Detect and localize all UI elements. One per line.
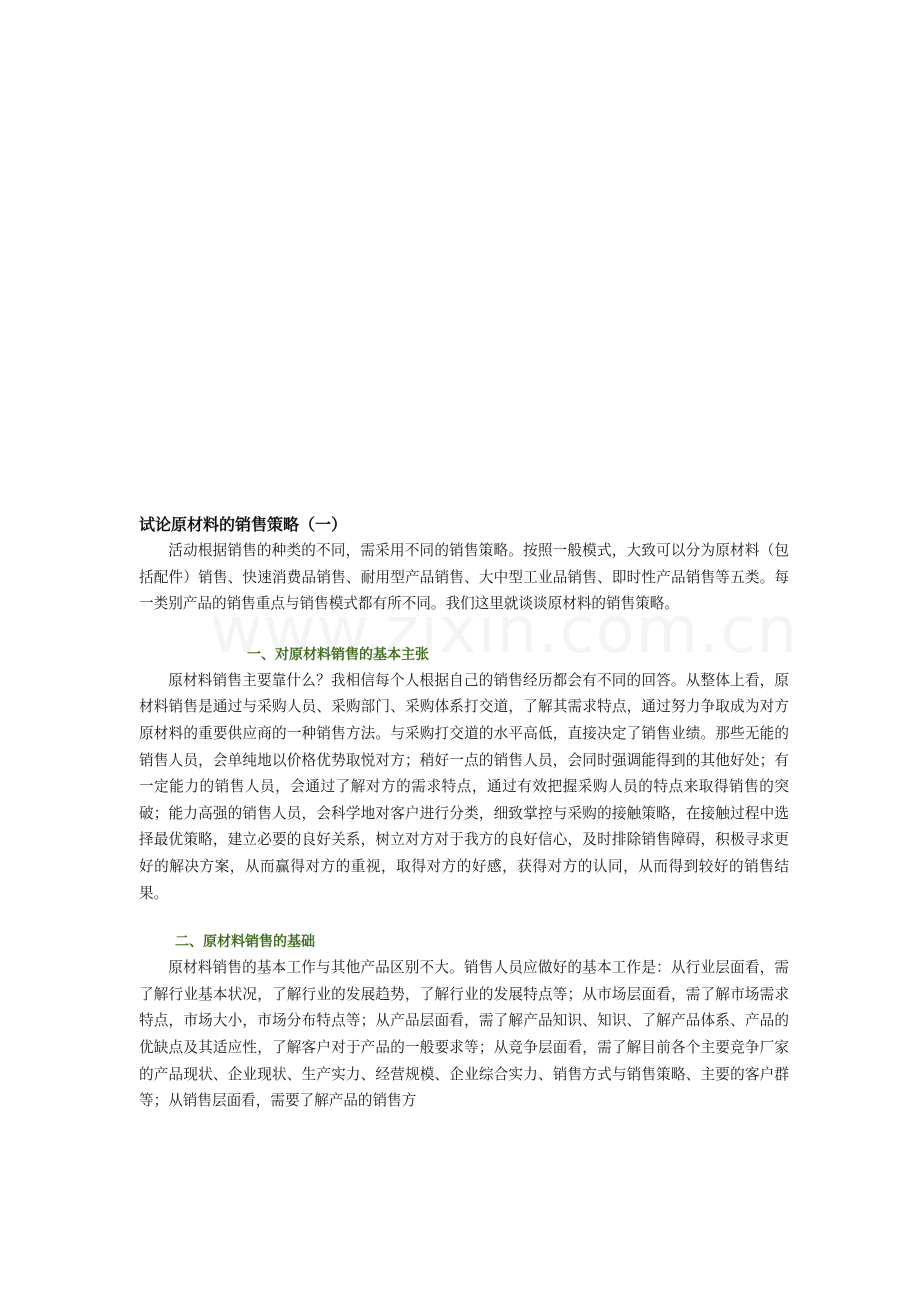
section-1-paragraph: 原材料销售主要靠什么？我相信每个人根据自己的销售经历都会有不同的回答。从整体上看，原材料销售是通过与采购人员、采购部门、采购体系打交道，了解其需求特点，通过努力争取成为对方原材料的重要供应商的一种销售方法。与采购打交道的水平高低，直接决定了销售业绩。那些无能的销售人员，会单纯地以价格优势取悦对方；稍好一点的销售人员，会同时强调能得到的其他好处；有一定能力的销售人员，会通过了解对方的需求特点，通过有效把握采购人员的特点来取得销售的突破；能力高强的销售人员，会科学地对客户进行分类，细致掌控与采购的接触策略，在接触过程中选择最优策略，建立必要的良好关系，树立对方对于我方的良好信心，及时排除销售障碍，积极寻求更好的解决方案，从而赢得对方的重视，取得对方的好感，获得对方的认同，从而得到较好的销售结果。 xyxy=(139,671,789,902)
section-2-paragraph: 原材料销售的基本工作与其他产品区别不大。销售人员应做好的基本工作是：从行业层面看，需了解行业基本状况，了解行业的发展趋势，了解行业的发展特点等；从市场层面看，需了解市场需求特点，市场大小，市场分布特点等；从产品层面看，需了解产品知识、知识、了解产品体系、产品的优缺点及其适应性，了解客户对于产品的一般要求等；从竞争层面看，需了解目前各个主要竞争厂家的产品现状、企业现状、生产实力、经营规模、企业综合实力、销售方式与销售策略、主要的客户群等；从销售层面看，需要了解产品的销售方 xyxy=(139,959,789,1110)
page-title: 试论原材料的销售策略（一） xyxy=(139,515,348,534)
intro-paragraph: 活动根据销售的种类的不同，需采用不同的销售策略。按照一般模式，大致可以分为原材料（包括配件）销售、快速消费品销售、耐用型产品销售、大中型工业品销售、即时性产品销售等五类。每一类别产品的销售重点与销售模式都有所不同。我们这里就谈谈原材料的销售策略。 xyxy=(139,542,789,613)
section-2-heading: 二、原材料销售的基础 xyxy=(175,934,315,951)
section-1-heading: 一、对原材料销售的基本主张 xyxy=(247,646,429,663)
document-body xyxy=(139,512,789,1115)
